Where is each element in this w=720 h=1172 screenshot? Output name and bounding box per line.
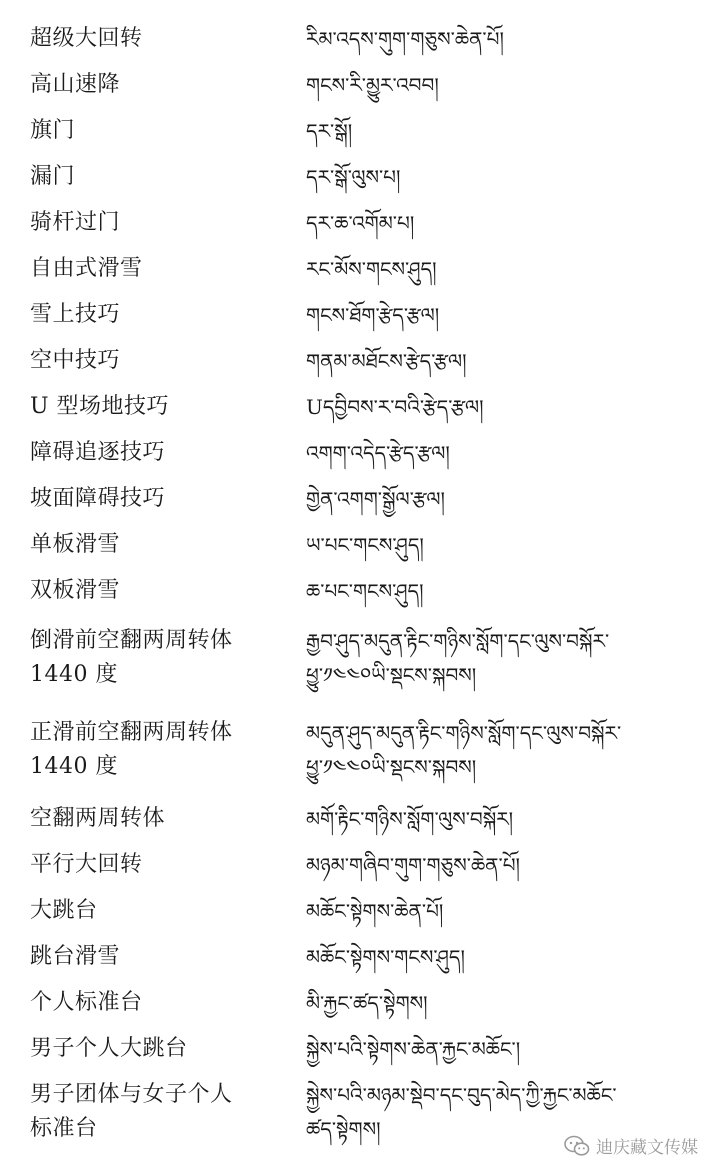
tibetan-term: དར་སྒོ། (306, 119, 353, 143)
chinese-term: U 型场地技巧 (30, 394, 170, 419)
chinese-term: 雪上技巧 (30, 302, 121, 327)
tibetan-term: གནམ་མཐོངས་རྩེད་རྩལ། (306, 349, 467, 373)
tibetan-term: གངས་ཐོག་རྩེད་རྩལ། (306, 303, 440, 327)
tibetan-term: མཉམ་གཞིབ་གུག་གཅུས་ཆེན་པོ། (306, 853, 520, 877)
chinese-term: 单板滑雪 (30, 532, 121, 557)
tibetan-term: ཆ་པང་གངས་ཤུད། (306, 579, 424, 603)
chinese-term: 个人标准台 (30, 990, 143, 1015)
chinese-term: 旗门 (30, 118, 76, 143)
chinese-term: 双板滑雪 (30, 578, 121, 603)
tibetan-term: མི་རྐྱང་ཚད་སྟེགས། (306, 991, 428, 1015)
chinese-term: 空中技巧 (30, 348, 121, 373)
wechat-icon (564, 1135, 590, 1157)
tibetan-term: རྒྱབ་ཤུད་མདུན་རྟིང་གཉིས་སློག་དང་ལུས་བསྐོར་ ཕྱུ་༡༤༤༠ཡི་སྡངས་སྐབས། (306, 629, 610, 687)
chinese-term: 自由式滑雪 (30, 256, 143, 281)
tibetan-term: སྐྱེས་པའི་སྟེགས་ཆེན་རྐྱང་མཆོང་། (306, 1037, 521, 1061)
tibetan-term: མདུན་ཤུད་མདུན་རྟིང་གཉིས་སློག་དང་ལུས་བསྐོར་ ཕྱུ་༡༤༤༠ཡི་སྡངས་སྐབས། (306, 721, 622, 779)
chinese-term: 男子个人大跳台 (30, 1036, 188, 1061)
tibetan-term: Uདབྱིབས་ར་བའི་རྩེད་རྩལ། (306, 395, 484, 419)
tibetan-term: མཆོང་སྟེགས་ཆེན་པོ། (306, 899, 444, 923)
chinese-term: 骑杆过门 (30, 210, 121, 235)
chinese-term: 跳台滑雪 (30, 944, 121, 969)
wechat-watermark (564, 1133, 698, 1158)
tibetan-term: སྐྱེས་པའི་མཉམ་སྡེབ་དང་བུད་མེད་ཀྱི་རྐྱང་མཆོང་ ཚད་སྟེགས། (306, 1083, 617, 1141)
tibetan-term: རིམ་འདས་གུག་གཅུས་ཆེན་པོ། (306, 27, 504, 51)
watermark-text: 迪庆藏文传媒 (596, 1138, 698, 1158)
tibetan-term: གངས་རི་མྱུར་འབབ། (306, 73, 439, 97)
tibetan-term: མཆོང་སྟེགས་གངས་ཤུད། (306, 945, 465, 969)
chinese-term: 漏门 (30, 164, 76, 189)
chinese-term: 平行大回转 (30, 852, 143, 877)
chinese-term: 超级大回转 (30, 26, 143, 51)
chinese-term: 男子团体与女子个人 标准台 (30, 1082, 233, 1141)
chinese-term: 高山速降 (30, 72, 121, 97)
tibetan-term: དར་སྒོ་ལུས་པ། (306, 165, 401, 189)
chinese-term: 空翻两周转体 (30, 806, 166, 831)
chinese-term: 障碍追逐技巧 (30, 440, 166, 465)
tibetan-term: རང་མོས་གངས་ཤུད། (306, 257, 437, 281)
chinese-term: 正滑前空翻两周转体 1440 度 (30, 720, 233, 779)
tibetan-term: མགོ་རྟིང་གཉིས་སློག་ལུས་བསྐོར། (306, 807, 514, 831)
chinese-term: 大跳台 (30, 898, 98, 923)
tibetan-term: ཡ་པང་གངས་ཤུད། (306, 533, 424, 557)
chinese-term: 坡面障碍技巧 (30, 486, 166, 511)
tibetan-term: དར་ཆ་འགོམ་པ། (306, 211, 415, 235)
chinese-term: 倒滑前空翻两周转体 1440 度 (30, 628, 233, 687)
tibetan-term: གྱེན་འགག་སྒྱོལ་རྩལ། (306, 487, 445, 511)
tibetan-term: འགག་འདེད་རྩེད་རྩལ། (306, 441, 450, 465)
